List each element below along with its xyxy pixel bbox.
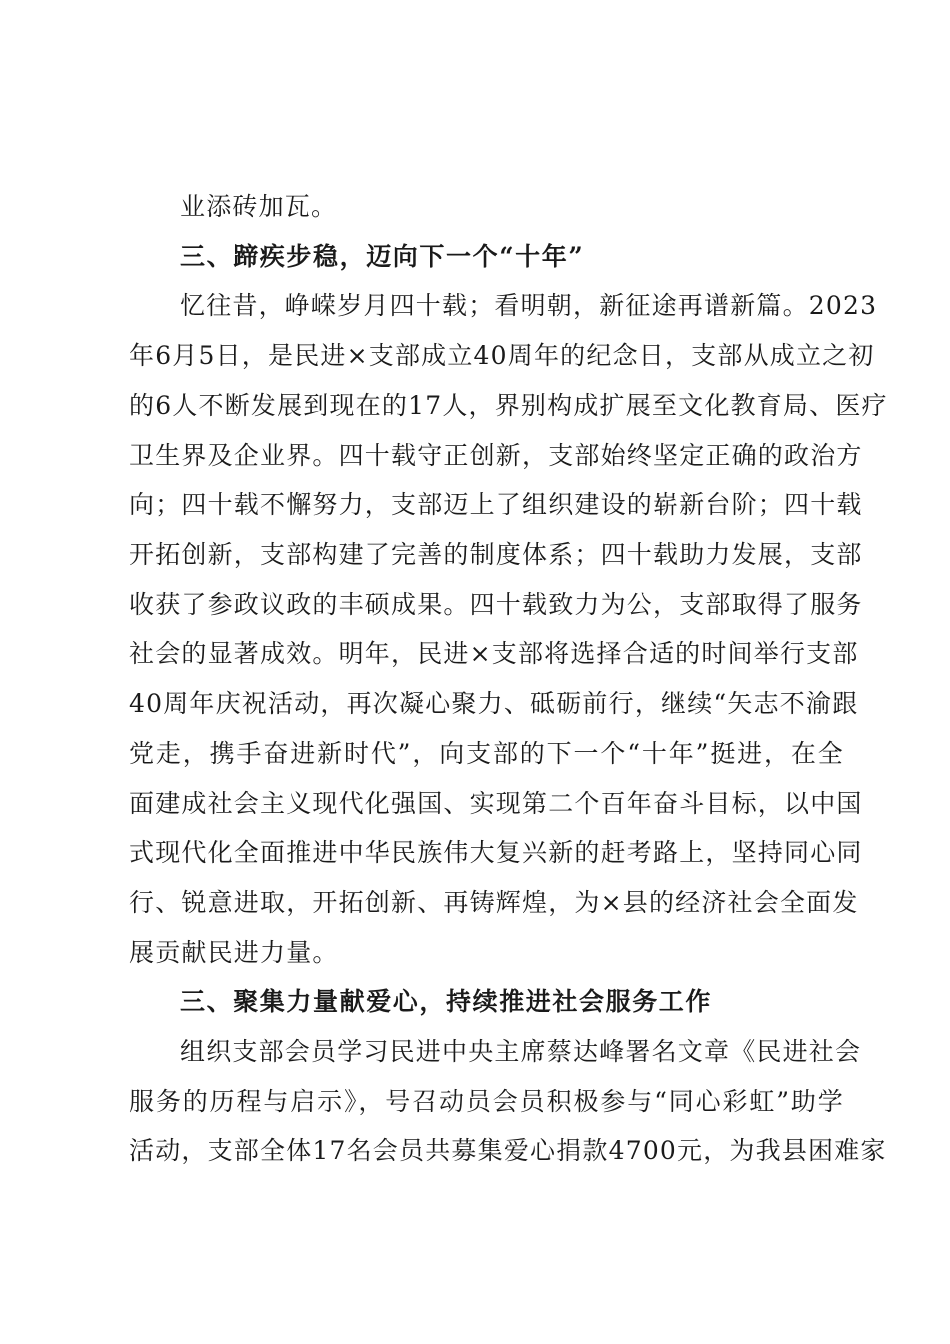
paragraph-line: 组织支部会员学习民进中央主席蔡达峰署名文章《民进社会 — [180, 1037, 862, 1066]
paragraph-line: 式现代化全面推进中华民族伟大复兴新的赶考路上，坚持同心同 — [129, 838, 863, 867]
section-heading: 三、蹄疾步稳，迈向下一个“十年” — [180, 242, 585, 271]
paragraph-line: 的6人不断发展到现在的17人，界别构成扩展至文化教育局、医疗 — [129, 391, 888, 420]
paragraph-line: 忆往昔，峥嵘岁月四十载；看明朝，新征途再谱新篇。2023 — [180, 291, 878, 320]
paragraph-line: 展贡献民进力量。 — [129, 938, 339, 967]
paragraph-line: 活动，支部全体17名会员共募集爱心捐款4700元，为我县困难家 — [129, 1136, 887, 1165]
paragraph-line: 业添砖加瓦。 — [180, 192, 338, 221]
paragraph-line: 党走，携手奋进新时代”，向支部的下一个“十年”挺进，在全 — [129, 739, 844, 768]
paragraph-line: 社会的显著成效。明年，民进×支部将选择合适的时间举行支部 — [129, 639, 859, 668]
paragraph-line: 向；四十载不懈努力，支部迈上了组织建设的崭新台阶；四十载 — [129, 490, 863, 519]
paragraph-line: 40周年庆祝活动，再次凝心聚力、砥砺前行，继续“矢志不渝跟 — [129, 689, 859, 718]
paragraph-line: 卫生界及企业界。四十载守正创新，支部始终坚定正确的政治方 — [129, 441, 863, 470]
paragraph-line: 收获了参政议政的丰硕成果。四十载致力为公，支部取得了服务 — [129, 590, 863, 619]
paragraph-line: 行、锐意进取，开拓创新、再铸辉煌，为×县的经济社会全面发 — [129, 888, 859, 917]
paragraph-line: 开拓创新，支部构建了完善的制度体系；四十载助力发展，支部 — [129, 540, 863, 569]
paragraph-line: 年6月5日，是民进×支部成立40周年的纪念日，支部从成立之初 — [129, 341, 875, 370]
paragraph-line: 服务的历程与启示》，号召动员会员积极参与“同心彩虹”助学 — [129, 1087, 844, 1116]
section-heading: 三、聚集力量献爱心，持续推进社会服务工作 — [180, 987, 713, 1016]
paragraph-line: 面建成社会主义现代化强国、实现第二个百年奋斗目标，以中国 — [129, 789, 863, 818]
